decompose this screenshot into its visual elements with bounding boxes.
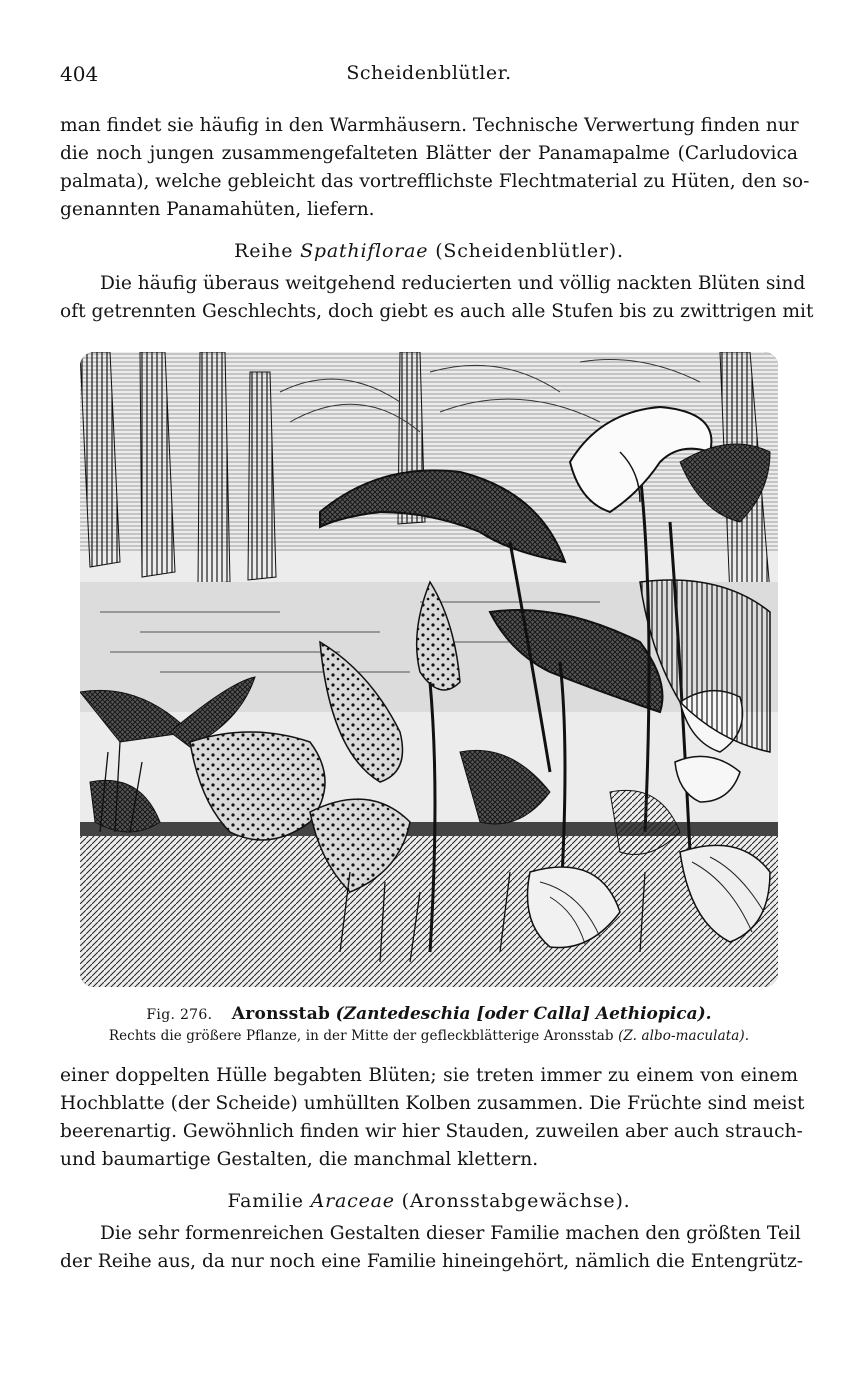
text-line: Die sehr formenreichen Gestalten dieser Familie machen den größten Teil xyxy=(100,1223,801,1244)
text-line: genannten Panamahüten, liefern. xyxy=(60,199,375,220)
heading-latin: Araceae xyxy=(310,1190,395,1212)
intro-paragraph xyxy=(60,112,810,224)
subcaption-text: Rechts die größere Pflanze, in der Mitte der gefleckblätterige Aronsstab xyxy=(108,1028,614,1044)
page-header xyxy=(60,62,798,88)
text-line: der Reihe aus, da nur noch eine Familie hineingehört, nämlich die Entengrütz- xyxy=(60,1251,804,1272)
heading-suffix: (Scheidenblütler). xyxy=(428,240,624,262)
figure-name: Aronsstab xyxy=(231,1004,331,1024)
heading-prefix: Reihe xyxy=(234,240,301,262)
page-number: 404 xyxy=(60,62,99,86)
figure-label: Fig. 276. xyxy=(146,1007,213,1023)
heading-suffix: (Aronsstabgewächse). xyxy=(394,1190,631,1212)
text-line: und baumartige Gestalten, die manchmal klettern. xyxy=(60,1149,539,1170)
figure-illustration xyxy=(80,352,778,987)
reihe-paragraph xyxy=(60,270,814,326)
figure-caption xyxy=(60,1003,798,1026)
running-head: Scheidenblütler. xyxy=(346,62,512,84)
section-heading-reihe xyxy=(60,240,798,262)
engraving-arum-lilies xyxy=(80,352,778,987)
text-line: Hochblatte (der Scheide) umhüllten Kolben zusammen. Die Früchte sind meist xyxy=(60,1093,805,1114)
subcaption-latin: (Z. albo-maculata). xyxy=(618,1028,750,1044)
section-heading-familie xyxy=(60,1190,798,1212)
text-line: Die häufig überaus weitgehend reducierten und völlig nackten Blüten sind xyxy=(100,273,806,294)
text-line: man findet sie häufig in den Warmhäusern. Technische Verwertung finden nur xyxy=(60,115,799,136)
familie-paragraph xyxy=(60,1220,804,1276)
figure-subcaption xyxy=(60,1027,798,1045)
text-line: palmata), welche gebleicht das vortrefflichste Flechtmaterial zu Hüten, den so- xyxy=(60,171,810,192)
figure-latin-name: (Zantedeschia [oder Calla] Aethiopica). xyxy=(335,1004,712,1024)
text-line: die noch jungen zusammengefalteten Blätter der Panamapalme (Carludovica xyxy=(60,143,798,164)
text-line: beerenartig. Gewöhnlich finden wir hier Stauden, zuweilen aber auch strauch- xyxy=(60,1121,803,1142)
heading-prefix: Familie xyxy=(227,1190,311,1212)
after-figure-paragraph xyxy=(60,1062,805,1174)
text-line: einer doppelten Hülle begabten Blüten; sie treten immer zu einem von einem xyxy=(60,1065,798,1086)
heading-latin: Spathiflorae xyxy=(300,240,429,262)
text-line: oft getrennten Geschlechts, doch giebt es auch alle Stufen bis zu zwittrigen mit xyxy=(60,301,814,322)
